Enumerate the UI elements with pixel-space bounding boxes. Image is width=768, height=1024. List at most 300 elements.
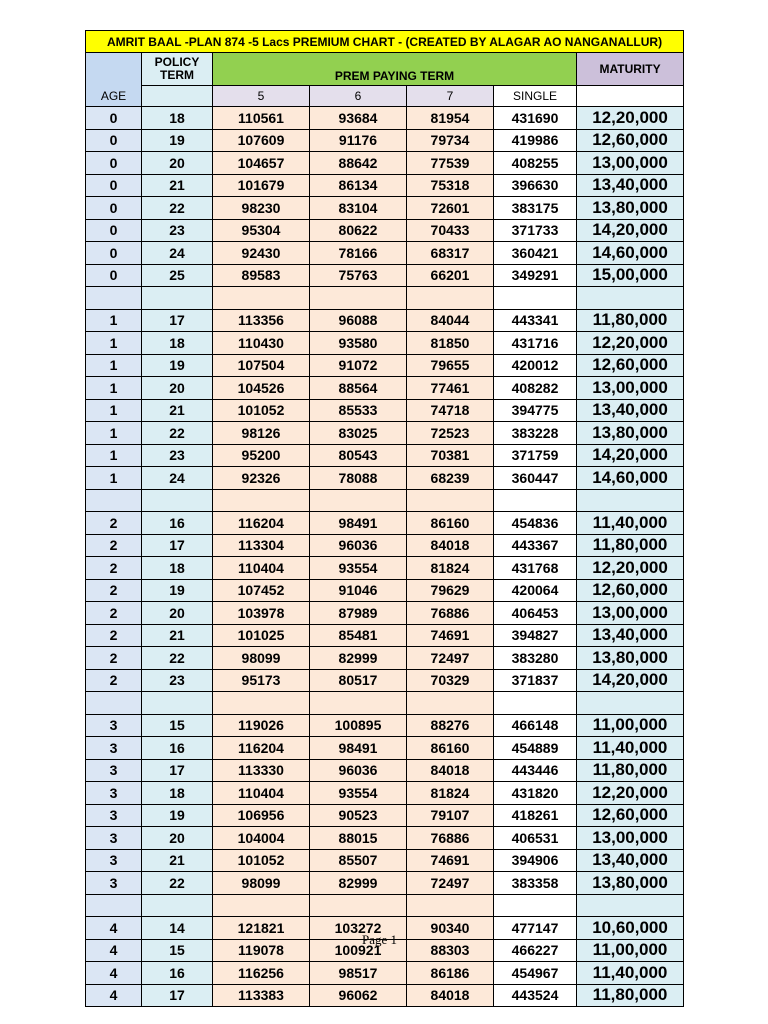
- premium-7yr-cell: 84044: [407, 309, 494, 332]
- separator-cell: [142, 489, 213, 512]
- maturity-cell: 13,00,000: [577, 377, 684, 400]
- separator-cell: [407, 287, 494, 310]
- policy-term-cell: 16: [142, 737, 213, 760]
- premium-5yr-cell: 104004: [213, 827, 310, 850]
- age-cell: 2: [86, 624, 142, 647]
- premium-5yr-cell: 98126: [213, 422, 310, 445]
- premium-6yr-cell: 96062: [310, 984, 407, 1007]
- age-cell: 0: [86, 107, 142, 130]
- premium-7yr-cell: 72497: [407, 872, 494, 895]
- policy-term-cell: 20: [142, 377, 213, 400]
- maturity-cell: 11,00,000: [577, 714, 684, 737]
- age-cell: 1: [86, 354, 142, 377]
- age-cell: 2: [86, 602, 142, 625]
- premium-7yr-cell: 90340: [407, 917, 494, 940]
- premium-7yr-cell: 79107: [407, 804, 494, 827]
- single-premium-cell: 420064: [494, 579, 577, 602]
- premium-6yr-cell: 96036: [310, 759, 407, 782]
- table-row: [86, 759, 684, 782]
- separator-cell: [142, 894, 213, 917]
- premium-7yr-cell: 74718: [407, 399, 494, 422]
- single-premium-cell: 394775: [494, 399, 577, 422]
- table-row: [86, 309, 684, 332]
- policy-term-cell: 23: [142, 219, 213, 242]
- policy-term-subheader-blank: [142, 86, 213, 107]
- table-row: [86, 737, 684, 760]
- single-premium-cell: 383358: [494, 872, 577, 895]
- premium-5yr-cell: 119026: [213, 714, 310, 737]
- separator-cell: [213, 489, 310, 512]
- single-premium-cell: 454889: [494, 737, 577, 760]
- premium-7yr-cell: 74691: [407, 849, 494, 872]
- policy-term-cell: 17: [142, 759, 213, 782]
- maturity-cell: 13,00,000: [577, 602, 684, 625]
- policy-term-cell: 23: [142, 669, 213, 692]
- table-row: [86, 467, 684, 490]
- maturity-cell: 13,40,000: [577, 624, 684, 647]
- separator-cell: [407, 894, 494, 917]
- age-cell: 3: [86, 827, 142, 850]
- age-cell: 0: [86, 219, 142, 242]
- single-premium-cell: 466227: [494, 939, 577, 962]
- premium-6yr-cell: 93684: [310, 107, 407, 130]
- premium-6yr-cell: 85507: [310, 849, 407, 872]
- single-premium-cell: 360447: [494, 467, 577, 490]
- premium-6yr-cell: 83025: [310, 422, 407, 445]
- table-row: [86, 624, 684, 647]
- premium-7yr-cell: 81824: [407, 557, 494, 580]
- maturity-cell: 12,20,000: [577, 332, 684, 355]
- premium-5yr-cell: 95173: [213, 669, 310, 692]
- premium-7yr-cell: 86160: [407, 512, 494, 535]
- premium-7yr-cell: 74691: [407, 624, 494, 647]
- policy-term-cell: 20: [142, 602, 213, 625]
- policy-term-cell: 14: [142, 917, 213, 940]
- separator-cell: [86, 894, 142, 917]
- premium-6yr-cell: 96088: [310, 309, 407, 332]
- premium-6yr-cell: 82999: [310, 647, 407, 670]
- premium-5yr-cell: 116204: [213, 737, 310, 760]
- premium-chart-table: [85, 30, 684, 1007]
- single-premium-cell: 394906: [494, 849, 577, 872]
- age-cell: 2: [86, 557, 142, 580]
- single-premium-cell: 349291: [494, 264, 577, 287]
- premium-5yr-cell: 89583: [213, 264, 310, 287]
- page-footer: Page 1: [362, 932, 398, 947]
- separator-cell: [577, 692, 684, 715]
- premium-6yr-cell: 86134: [310, 174, 407, 197]
- table-row: [86, 849, 684, 872]
- maturity-cell: 12,20,000: [577, 107, 684, 130]
- separator-cell: [142, 692, 213, 715]
- premium-6yr-cell: 87989: [310, 602, 407, 625]
- maturity-cell: 12,60,000: [577, 804, 684, 827]
- premium-5yr-cell: 110404: [213, 557, 310, 580]
- single-premium-cell: 443341: [494, 309, 577, 332]
- ppt-5-header: 5: [213, 86, 310, 107]
- separator-cell: [577, 489, 684, 512]
- separator-cell: [577, 287, 684, 310]
- single-premium-cell: 394827: [494, 624, 577, 647]
- separator-cell: [494, 489, 577, 512]
- age-cell: 2: [86, 512, 142, 535]
- separator-cell: [213, 287, 310, 310]
- ppt-6-header: 6: [310, 86, 407, 107]
- premium-7yr-cell: 86160: [407, 737, 494, 760]
- separator-cell: [142, 287, 213, 310]
- age-cell: 3: [86, 714, 142, 737]
- single-premium-cell: 443367: [494, 534, 577, 557]
- premium-6yr-cell: 91046: [310, 579, 407, 602]
- table-row: [86, 827, 684, 850]
- policy-term-cell: 17: [142, 309, 213, 332]
- age-cell: 3: [86, 872, 142, 895]
- premium-6yr-cell: 91176: [310, 129, 407, 152]
- age-cell: 1: [86, 399, 142, 422]
- maturity-cell: 14,20,000: [577, 219, 684, 242]
- policy-term-cell: 15: [142, 714, 213, 737]
- policy-term-header-line2: TERM: [160, 68, 194, 82]
- age-cell: 2: [86, 669, 142, 692]
- maturity-cell: 14,20,000: [577, 669, 684, 692]
- maturity-cell: 11,00,000: [577, 939, 684, 962]
- group-separator-row: [86, 692, 684, 715]
- age-cell: 2: [86, 534, 142, 557]
- maturity-cell: 12,60,000: [577, 129, 684, 152]
- premium-7yr-cell: 84018: [407, 984, 494, 1007]
- separator-cell: [213, 894, 310, 917]
- age-cell: 0: [86, 152, 142, 175]
- maturity-cell: 13,40,000: [577, 849, 684, 872]
- single-premium-cell: 431716: [494, 332, 577, 355]
- separator-cell: [213, 692, 310, 715]
- ppt-7-header: 7: [407, 86, 494, 107]
- single-premium-cell: 431820: [494, 782, 577, 805]
- premium-7yr-cell: 79655: [407, 354, 494, 377]
- premium-5yr-cell: 110430: [213, 332, 310, 355]
- single-premium-cell: 383228: [494, 422, 577, 445]
- premium-7yr-cell: 72601: [407, 197, 494, 220]
- table-row: [86, 444, 684, 467]
- premium-5yr-cell: 113356: [213, 309, 310, 332]
- maturity-cell: 11,80,000: [577, 534, 684, 557]
- premium-6yr-cell: 85481: [310, 624, 407, 647]
- age-cell: 1: [86, 377, 142, 400]
- table-row: [86, 984, 684, 1007]
- table-row: [86, 602, 684, 625]
- premium-6yr-cell: 98491: [310, 512, 407, 535]
- premium-5yr-cell: 107609: [213, 129, 310, 152]
- table-row: [86, 647, 684, 670]
- policy-term-cell: 25: [142, 264, 213, 287]
- premium-5yr-cell: 116204: [213, 512, 310, 535]
- maturity-cell: 13,00,000: [577, 827, 684, 850]
- single-premium-cell: 420012: [494, 354, 577, 377]
- premium-6yr-cell: 80517: [310, 669, 407, 692]
- policy-term-cell: 24: [142, 467, 213, 490]
- policy-term-cell: 17: [142, 984, 213, 1007]
- table-row: [86, 512, 684, 535]
- chart-title: AMRIT BAAL -PLAN 874 -5 Lacs PREMIUM CHART - (CREATED BY ALAGAR AO NANGANALLUR): [86, 31, 684, 53]
- age-cell: 0: [86, 197, 142, 220]
- single-premium-cell: 454967: [494, 962, 577, 985]
- premium-5yr-cell: 101679: [213, 174, 310, 197]
- table-row: [86, 534, 684, 557]
- policy-term-cell: 22: [142, 647, 213, 670]
- table-row: [86, 579, 684, 602]
- maturity-cell: 13,80,000: [577, 197, 684, 220]
- premium-6yr-cell: 80543: [310, 444, 407, 467]
- table-row: [86, 377, 684, 400]
- single-premium-cell: 477147: [494, 917, 577, 940]
- separator-cell: [310, 287, 407, 310]
- separator-cell: [310, 692, 407, 715]
- premium-6yr-cell: 103272: [310, 917, 407, 940]
- policy-term-cell: 19: [142, 354, 213, 377]
- maturity-cell: 12,60,000: [577, 579, 684, 602]
- age-cell: 4: [86, 917, 142, 940]
- group-separator-row: [86, 489, 684, 512]
- table-row: [86, 129, 684, 152]
- single-header: SINGLE: [494, 86, 577, 107]
- policy-term-cell: 21: [142, 624, 213, 647]
- maturity-cell: 13,80,000: [577, 872, 684, 895]
- single-premium-cell: 371759: [494, 444, 577, 467]
- policy-term-header: [142, 53, 213, 86]
- policy-term-cell: 21: [142, 174, 213, 197]
- premium-7yr-cell: 70381: [407, 444, 494, 467]
- separator-cell: [86, 287, 142, 310]
- premium-5yr-cell: 113330: [213, 759, 310, 782]
- age-cell: 4: [86, 962, 142, 985]
- separator-cell: [310, 894, 407, 917]
- age-cell: 0: [86, 264, 142, 287]
- premium-5yr-cell: 98099: [213, 872, 310, 895]
- header-row: [86, 53, 684, 86]
- age-cell: 3: [86, 737, 142, 760]
- policy-term-cell: 18: [142, 332, 213, 355]
- policy-term-header-line1: POLICY: [154, 55, 200, 69]
- policy-term-cell: 22: [142, 872, 213, 895]
- table-row: [86, 174, 684, 197]
- table-row: [86, 669, 684, 692]
- premium-5yr-cell: 92430: [213, 242, 310, 265]
- single-premium-cell: 371837: [494, 669, 577, 692]
- maturity-cell: 14,60,000: [577, 467, 684, 490]
- premium-7yr-cell: 72497: [407, 647, 494, 670]
- table-row: [86, 197, 684, 220]
- table-row: [86, 242, 684, 265]
- premium-6yr-cell: 90523: [310, 804, 407, 827]
- maturity-cell: 13,80,000: [577, 647, 684, 670]
- policy-term-cell: 22: [142, 422, 213, 445]
- age-cell: 3: [86, 804, 142, 827]
- premium-6yr-cell: 83104: [310, 197, 407, 220]
- table-row: [86, 422, 684, 445]
- age-cell: 1: [86, 422, 142, 445]
- table-row: [86, 152, 684, 175]
- table-row: [86, 557, 684, 580]
- table-row: [86, 872, 684, 895]
- premium-5yr-cell: 121821: [213, 917, 310, 940]
- premium-6yr-cell: 93554: [310, 557, 407, 580]
- premium-5yr-cell: 110561: [213, 107, 310, 130]
- maturity-cell: 12,20,000: [577, 557, 684, 580]
- premium-7yr-cell: 68239: [407, 467, 494, 490]
- separator-cell: [494, 894, 577, 917]
- separator-cell: [494, 692, 577, 715]
- table-row: [86, 264, 684, 287]
- policy-term-cell: 21: [142, 849, 213, 872]
- single-premium-cell: 431768: [494, 557, 577, 580]
- single-premium-cell: 396630: [494, 174, 577, 197]
- premium-6yr-cell: 85533: [310, 399, 407, 422]
- single-premium-cell: 360421: [494, 242, 577, 265]
- policy-term-cell: 19: [142, 579, 213, 602]
- single-premium-cell: 408282: [494, 377, 577, 400]
- maturity-cell: 14,60,000: [577, 242, 684, 265]
- premium-5yr-cell: 101052: [213, 399, 310, 422]
- age-cell: 2: [86, 579, 142, 602]
- maturity-cell: 12,20,000: [577, 782, 684, 805]
- separator-cell: [407, 489, 494, 512]
- premium-5yr-cell: 107452: [213, 579, 310, 602]
- maturity-cell: 13,40,000: [577, 174, 684, 197]
- separator-cell: [86, 692, 142, 715]
- premium-7yr-cell: 79734: [407, 129, 494, 152]
- premium-5yr-cell: 101025: [213, 624, 310, 647]
- premium-6yr-cell: 98517: [310, 962, 407, 985]
- maturity-cell: 12,60,000: [577, 354, 684, 377]
- policy-term-cell: 24: [142, 242, 213, 265]
- premium-5yr-cell: 116256: [213, 962, 310, 985]
- maturity-cell: 11,40,000: [577, 962, 684, 985]
- premium-5yr-cell: 95200: [213, 444, 310, 467]
- premium-5yr-cell: 98099: [213, 647, 310, 670]
- premium-7yr-cell: 88276: [407, 714, 494, 737]
- policy-term-cell: 16: [142, 512, 213, 535]
- premium-7yr-cell: 70433: [407, 219, 494, 242]
- premium-5yr-cell: 92326: [213, 467, 310, 490]
- single-premium-cell: 406531: [494, 827, 577, 850]
- group-separator-row: [86, 894, 684, 917]
- separator-cell: [577, 894, 684, 917]
- policy-term-cell: 17: [142, 534, 213, 557]
- age-cell: 3: [86, 782, 142, 805]
- single-premium-cell: 408255: [494, 152, 577, 175]
- maturity-cell: 11,40,000: [577, 737, 684, 760]
- premium-7yr-cell: 75318: [407, 174, 494, 197]
- premium-6yr-cell: 96036: [310, 534, 407, 557]
- table-row: [86, 399, 684, 422]
- maturity-cell: 14,20,000: [577, 444, 684, 467]
- single-premium-cell: 443446: [494, 759, 577, 782]
- premium-6yr-cell: 91072: [310, 354, 407, 377]
- single-premium-cell: 454836: [494, 512, 577, 535]
- premium-7yr-cell: 68317: [407, 242, 494, 265]
- policy-term-cell: 19: [142, 804, 213, 827]
- age-cell: 3: [86, 759, 142, 782]
- single-premium-cell: 418261: [494, 804, 577, 827]
- premium-7yr-cell: 88303: [407, 939, 494, 962]
- premium-7yr-cell: 84018: [407, 534, 494, 557]
- subheader-row: [86, 86, 684, 107]
- policy-term-cell: 21: [142, 399, 213, 422]
- premium-5yr-cell: 103978: [213, 602, 310, 625]
- single-premium-cell: 406453: [494, 602, 577, 625]
- age-cell: 1: [86, 309, 142, 332]
- policy-term-cell: 16: [142, 962, 213, 985]
- separator-cell: [407, 692, 494, 715]
- maturity-cell: 11,80,000: [577, 759, 684, 782]
- premium-5yr-cell: 104526: [213, 377, 310, 400]
- table-row: [86, 782, 684, 805]
- group-separator-row: [86, 287, 684, 310]
- policy-term-cell: 22: [142, 197, 213, 220]
- premium-7yr-cell: 72523: [407, 422, 494, 445]
- premium-5yr-cell: 113383: [213, 984, 310, 1007]
- premium-7yr-cell: 76886: [407, 602, 494, 625]
- maturity-cell: 15,00,000: [577, 264, 684, 287]
- maturity-subheader-blank: [577, 86, 684, 107]
- single-premium-cell: 383280: [494, 647, 577, 670]
- table-row: [86, 219, 684, 242]
- maturity-cell: 11,40,000: [577, 512, 684, 535]
- table-row: [86, 962, 684, 985]
- age-cell: 2: [86, 647, 142, 670]
- policy-term-cell: 18: [142, 557, 213, 580]
- age-header: AGE: [86, 53, 142, 107]
- age-cell: 4: [86, 984, 142, 1007]
- age-cell: 4: [86, 939, 142, 962]
- premium-5yr-cell: 101052: [213, 849, 310, 872]
- age-cell: 0: [86, 129, 142, 152]
- premium-6yr-cell: 82999: [310, 872, 407, 895]
- premium-5yr-cell: 106956: [213, 804, 310, 827]
- policy-term-cell: 23: [142, 444, 213, 467]
- single-premium-cell: 383175: [494, 197, 577, 220]
- premium-6yr-cell: 78088: [310, 467, 407, 490]
- table-row: [86, 714, 684, 737]
- premium-7yr-cell: 76886: [407, 827, 494, 850]
- prem-paying-term-header: PREM PAYING TERM: [213, 53, 577, 86]
- premium-5yr-cell: 95304: [213, 219, 310, 242]
- premium-6yr-cell: 100921: [310, 939, 407, 962]
- premium-6yr-cell: 80622: [310, 219, 407, 242]
- single-premium-cell: 431690: [494, 107, 577, 130]
- maturity-cell: 11,80,000: [577, 984, 684, 1007]
- single-premium-cell: 371733: [494, 219, 577, 242]
- premium-5yr-cell: 113304: [213, 534, 310, 557]
- separator-cell: [310, 489, 407, 512]
- maturity-cell: 10,60,000: [577, 917, 684, 940]
- premium-6yr-cell: 100895: [310, 714, 407, 737]
- premium-5yr-cell: 98230: [213, 197, 310, 220]
- separator-cell: [494, 287, 577, 310]
- policy-term-cell: 20: [142, 152, 213, 175]
- premium-7yr-cell: 81850: [407, 332, 494, 355]
- maturity-cell: 11,80,000: [577, 309, 684, 332]
- maturity-cell: 13,40,000: [577, 399, 684, 422]
- table-row: [86, 107, 684, 130]
- age-cell: 0: [86, 242, 142, 265]
- table-row: [86, 804, 684, 827]
- premium-6yr-cell: 78166: [310, 242, 407, 265]
- title-row: [86, 31, 684, 53]
- premium-7yr-cell: 77539: [407, 152, 494, 175]
- premium-6yr-cell: 93554: [310, 782, 407, 805]
- premium-6yr-cell: 88015: [310, 827, 407, 850]
